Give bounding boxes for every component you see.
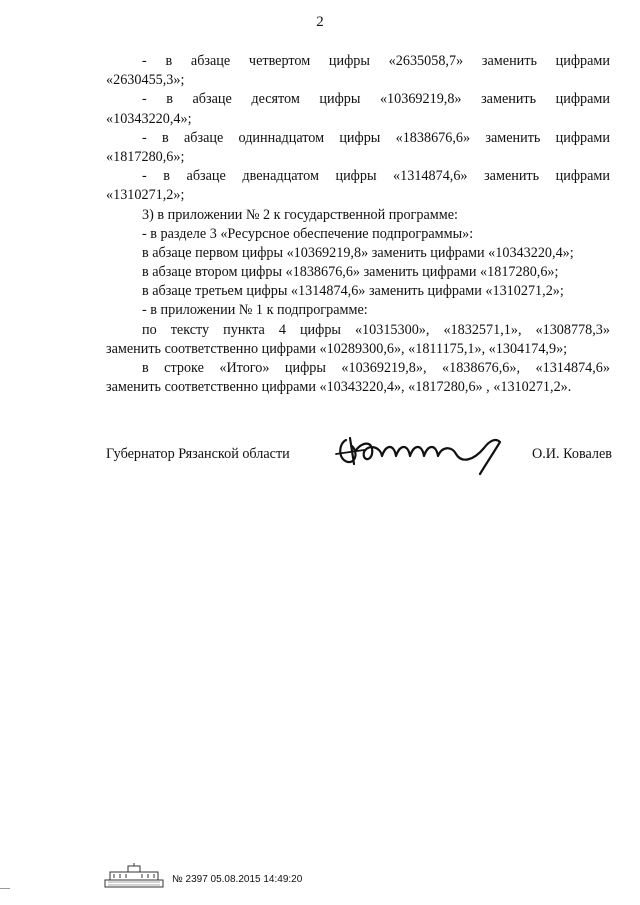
body-line: «1817280,6»; [106,148,185,165]
body-line: в абзаце втором цифры «1838676,6» заменить цифрами «1817280,6»; [142,264,559,281]
body-line: заменить соответственно цифрами «10289300,6», «1811175,1», «1304174,9»; [106,340,568,357]
signature-block [106,436,612,476]
document-body [106,52,610,397]
signer-title: Губернатор Рязанской области [106,446,290,462]
body-line: - в абзаце двенадцатом цифры «1314874,6» заменить цифрами [142,168,610,185]
body-line: в строке «Итого» цифры «10369219,8», «1838676,6», «1314874,6» [142,360,610,376]
handwritten-signature [334,430,514,476]
signer-name: О.И. Ковалев [532,446,612,462]
body-line: «2630455,3»; [106,72,185,89]
body-line: в абзаце третьем цифры «1314874,6» заменить цифрами «1310271,2»; [142,283,564,300]
scan-edge-mark [0,888,10,889]
body-line: заменить соответственно цифрами «10343220,4», «1817280,6» , «1310271,2». [106,379,572,396]
body-line: - в приложении № 1 к подпрограмме: [142,302,368,319]
registration-footer [104,862,364,890]
body-line: «1310271,2»; [106,187,185,204]
registration-stamp-text: № 2397 05.08.2015 14:49:20 [172,874,303,885]
body-line: в абзаце первом цифры «10369219,8» заменить цифрами «10343220,4»; [142,244,574,261]
body-line: «10343220,4»; [106,110,192,127]
body-line: - в абзаце одиннадцатом цифры «1838676,6» заменить цифрами [142,129,610,146]
body-line: 3) в приложении № 2 к государственной программе: [142,206,458,223]
emblem-stamp-icon [104,862,164,888]
body-line: - в абзаце десятом цифры «10369219,8» заменить цифрами [142,91,610,108]
page-number: 2 [316,14,324,30]
body-line: - в абзаце четвертом цифры «2635058,7» заменить цифрами [142,53,610,69]
body-line: - в разделе 3 «Ресурсное обеспечение подпрограммы»: [142,225,474,242]
body-line: по тексту пункта 4 цифры «10315300», «1832571,1», «1308778,3» [142,321,610,338]
